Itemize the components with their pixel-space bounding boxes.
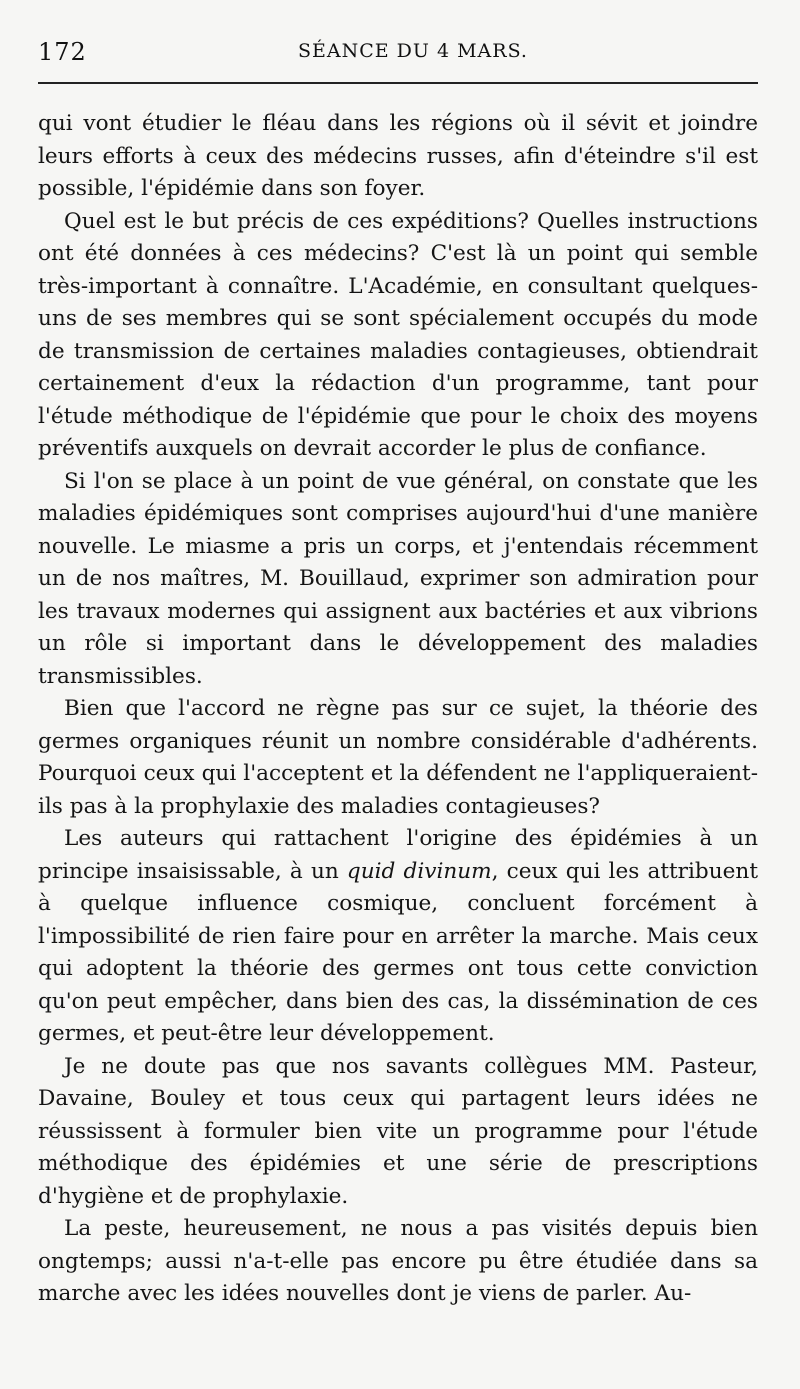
page-header xyxy=(38,30,758,70)
paragraph-2: Quel est le but précis de ces expéditions? Quelles instructions ont été données à ces médecins? C'est là un point qui semble très-important à connaître. L'Académie, en consultant quelques-uns de ses membres qui se sont spécialement occupés du mode de transmission de certaines maladies contagieuses, obtiendrait certainement d'eux la rédaction d'un programme, tant pour l'étude méthodique de l'épidémie que pour le choix des moyens préventifs auxquels on devrait accorder le plus de confiance. xyxy=(38,208,758,461)
paragraph-6: Je ne doute pas que nos savants collègues MM. Pasteur, Davaine, Bouley et tous ceux qui partagent leurs idées ne réussissent à formuler bien vite un programme pour l'étude méthodique des épidémies et une série de prescriptions d'hygiène et de prophylaxie. xyxy=(38,1053,758,1209)
paragraph-1: qui vont étudier le fléau dans les régions où il sévit et joindre leurs efforts à ceux des médecins russes, afin d'éteindre s'il est possible, l'épidémie dans son foyer. xyxy=(38,111,758,201)
paragraph-5-before: Les auteurs qui rattachent l'origine des épidémies à un principe insaisissable, à un xyxy=(38,826,758,884)
header-rule xyxy=(38,82,758,84)
page-number: 172 xyxy=(38,38,87,66)
paragraph-5 xyxy=(38,823,758,1051)
paragraph-5-italic: quid divinum xyxy=(346,858,492,884)
paragraph-7: La peste, heureusement, ne nous a pas visités depuis bien ongtemps; aussi n'a-t-elle pas encore pu être étudiée dans sa marche avec les idées nouvelles dont je viens de parler. Au- xyxy=(38,1216,758,1306)
body-text xyxy=(38,108,758,1311)
paragraph-3: Si l'on se place à un point de vue général, on constate que les maladies épidémiques sont comprises aujourd'hui d'une manière nouvelle. Le miasme a pris un corps, et j'entendais récemment un de nos maîtres, M. Bouillaud, exprimer son admiration pour les travaux modernes qui assignent aux bactéries et aux vibrions un rôle si important dans le développement des maladies transmissibles. xyxy=(38,468,758,689)
paragraph-4: Bien que l'accord ne règne pas sur ce sujet, la théorie des germes organiques réunit un nombre considérable d'adhérents. Pourquoi ceux qui l'acceptent et la défendent ne l'appliqueraient-ils pas à la prophylaxie des maladies contagieuses? xyxy=(38,696,758,819)
paragraph-5-after: , ceux qui les attribuent à quelque influence cosmique, concluent forcément à l'impossibilité de rien faire pour en arrêter la marche. Mais ceux qui adoptent la théorie des germes ont tous cette conviction qu'on peut empêcher, dans bien des cas, la dissémination de ces germes, et peut-être leur développement. xyxy=(38,858,758,1046)
running-head: SÉANCE DU 4 MARS. xyxy=(298,40,528,62)
